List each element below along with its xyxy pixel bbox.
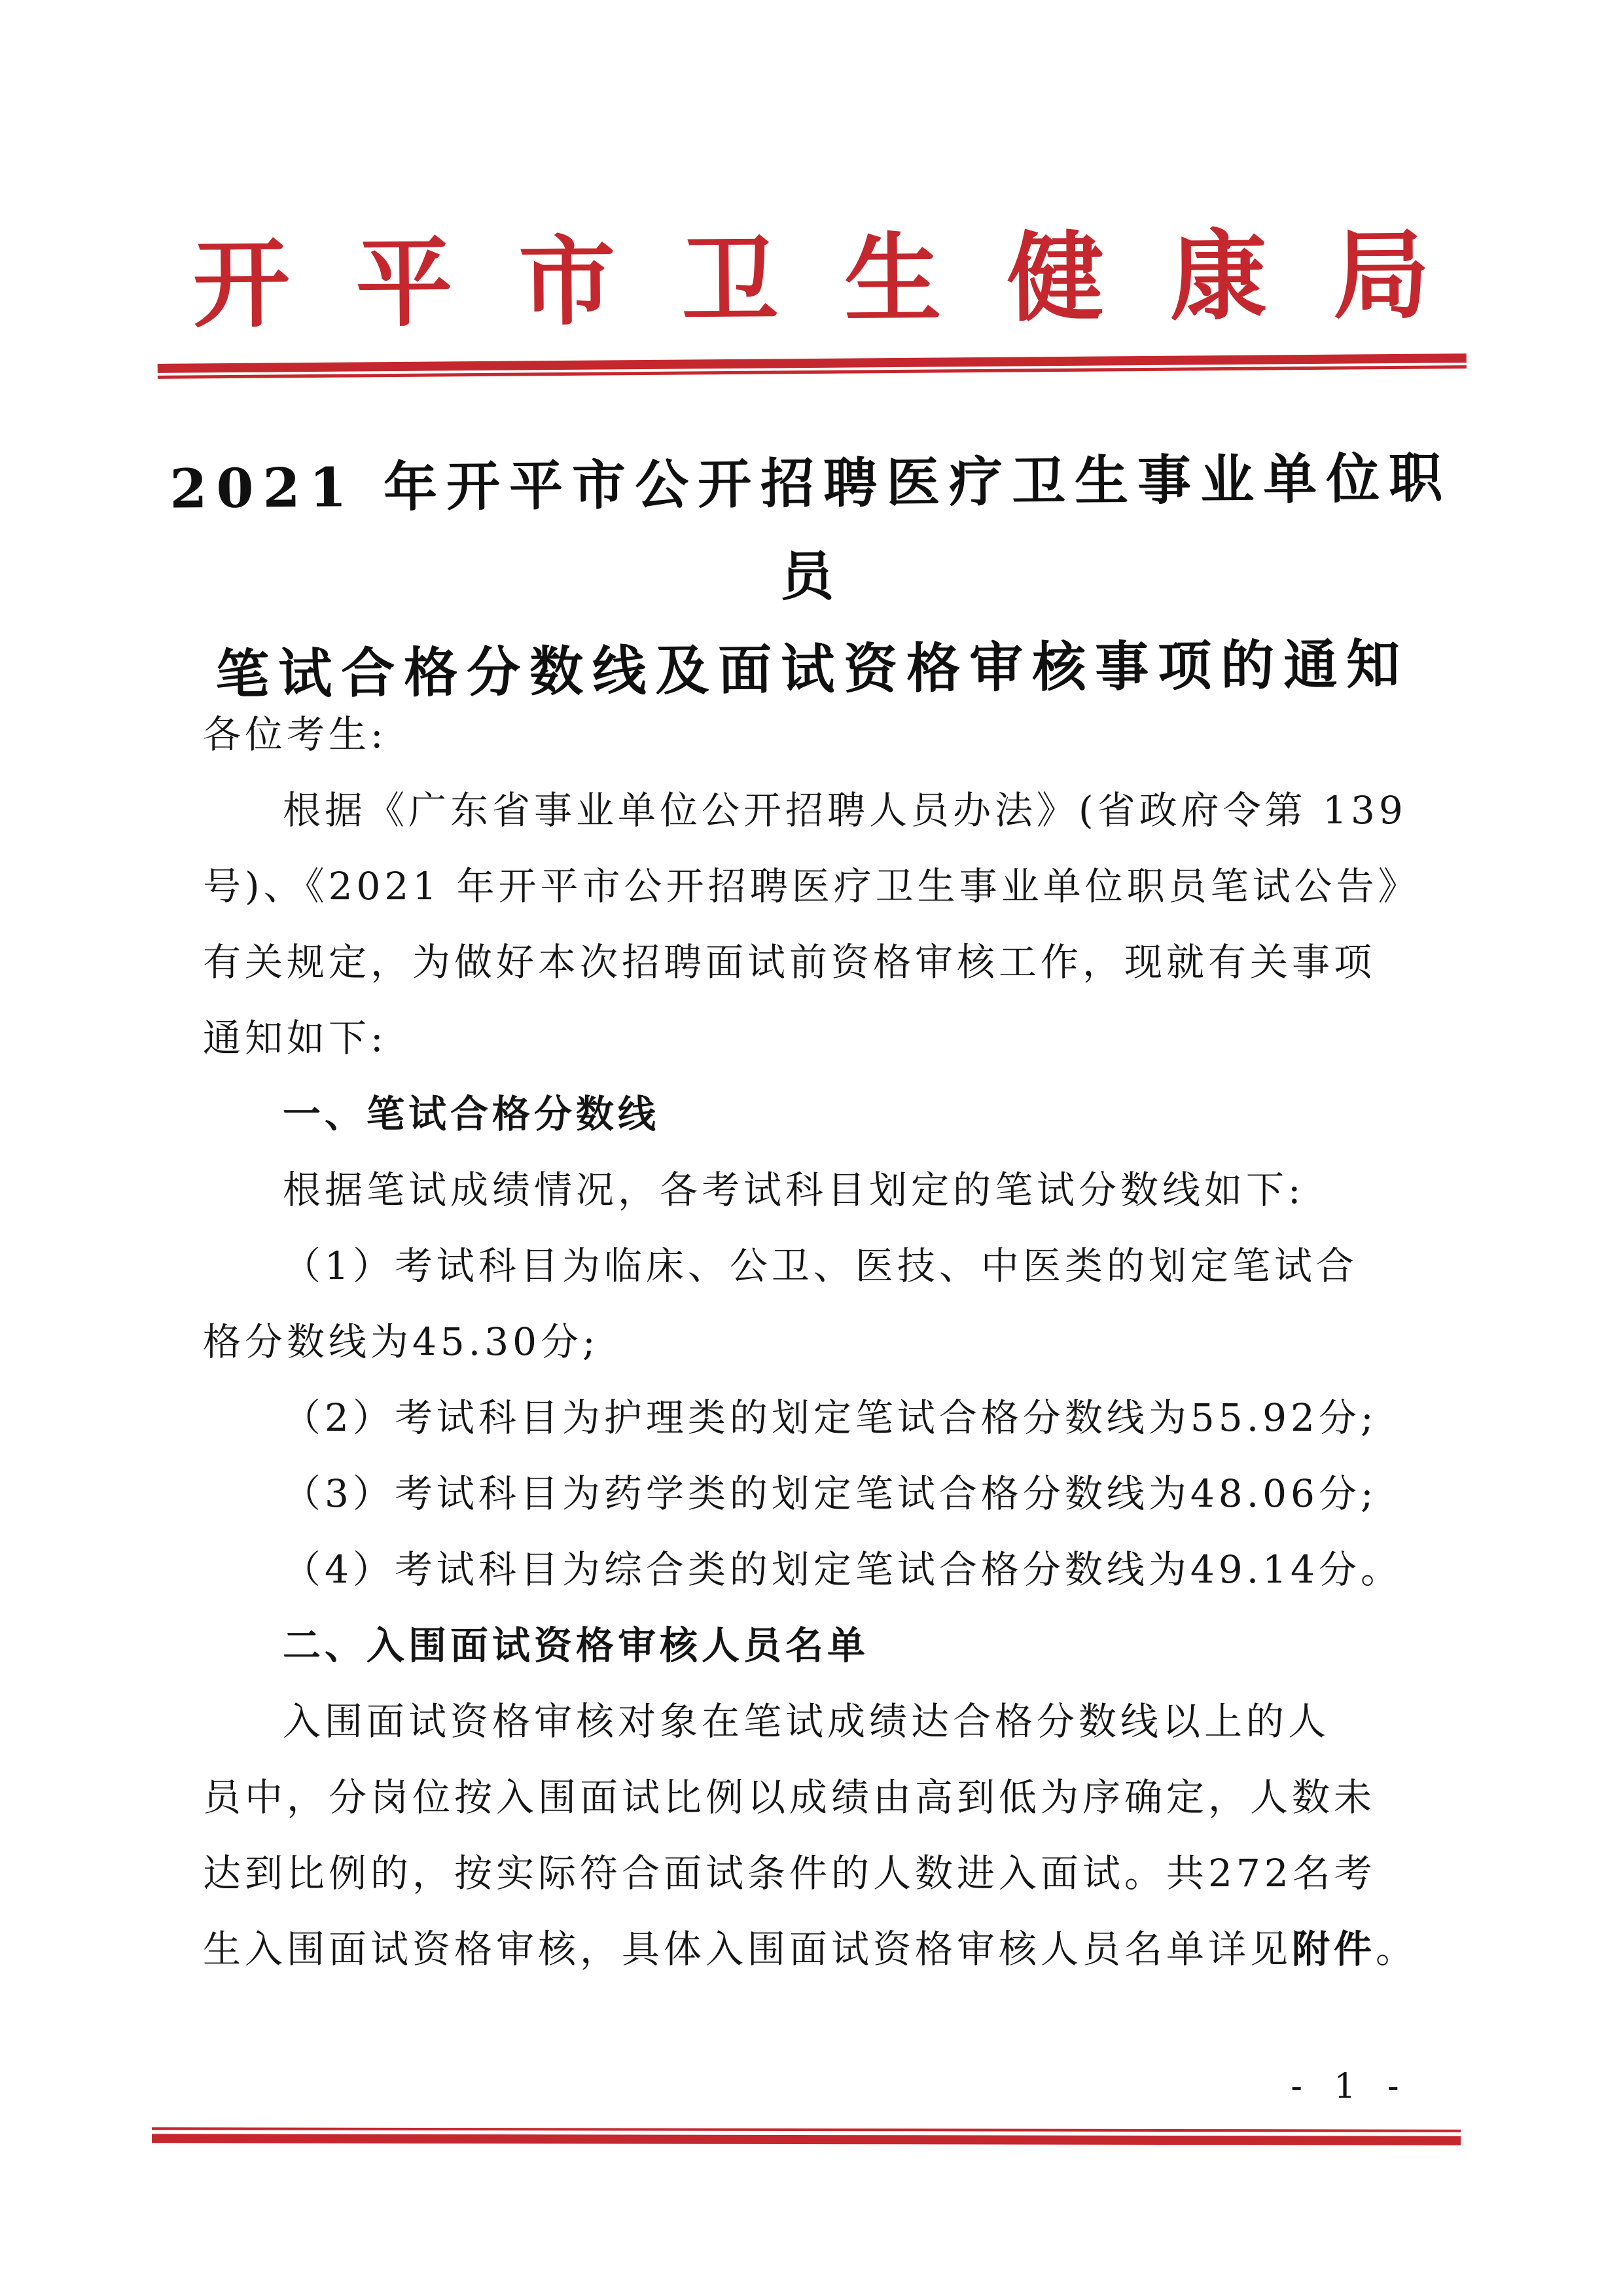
para-basis-line-4: 通知如下: <box>203 1016 387 1060</box>
document-title-line-1: 2021 年开平市公开招聘医疗卫生事业单位职员 <box>169 446 1452 609</box>
letterhead <box>156 217 1467 379</box>
final-line-text: 生入围面试资格审核，具体入围面试资格审核人员名单详见 <box>203 1927 1293 1971</box>
page-number: - 1 - <box>1291 2067 1410 2106</box>
para-shortlist-line-3: 达到比例的，按实际符合面试条件的人数进入面试。共272名考 <box>203 1851 1376 1895</box>
final-line-period: 。 <box>1376 1927 1418 1971</box>
item-3: （3）考试科目为药学类的划定笔试合格分数线为48.06分; <box>283 1471 1378 1516</box>
para-basis-line-1: 根据《广东省事业单位公开招聘人员办法》(省政府令第 139 <box>283 788 1407 833</box>
para-cutoff-intro: 根据笔试成绩情况，各考试科目划定的笔试分数线如下: <box>283 1168 1305 1212</box>
footer-border <box>152 2127 1461 2145</box>
item-1-line-1: （1）考试科目为临床、公卫、医技、中医类的划定笔试合 <box>283 1244 1358 1288</box>
para-shortlist-line-4 <box>203 1911 1424 1987</box>
heading-interview-shortlist: 二、入围面试资格审核人员名单 <box>283 1623 870 1668</box>
para-basis-line-2: 号)、《2021 年开平市公开招聘医疗卫生事业单位职员笔试公告》 <box>203 864 1420 908</box>
agency-name-char: 生 <box>844 221 942 336</box>
agency-name-char: 健 <box>1007 220 1105 335</box>
item-2: （2）考试科目为护理类的划定笔试合格分数线为55.92分; <box>283 1395 1378 1440</box>
attachment-ref: 附件 <box>1292 1927 1376 1971</box>
para-shortlist-line-2: 员中，分岗位按入围面试比例以成绩由高到低为序确定，人数未 <box>203 1775 1376 1820</box>
agency-name-char: 局 <box>1332 217 1431 332</box>
footer-rule-thick <box>152 2134 1461 2145</box>
footer-rule-thin <box>152 2127 1461 2132</box>
salutation: 各位考生: <box>203 712 387 757</box>
agency-name <box>192 217 1431 342</box>
para-shortlist-line-1: 入围面试资格审核对象在笔试成绩达合格分数线以上的人 <box>283 1699 1330 1744</box>
document-title <box>156 431 1467 721</box>
agency-name-char: 康 <box>1169 219 1268 334</box>
item-1-line-2: 格分数线为45.30分; <box>203 1319 599 1364</box>
document-title-line-2: 笔试合格分数线及面试资格审核事项的通知 <box>215 633 1410 706</box>
heading-written-test-cutoff: 一、笔试合格分数线 <box>283 1092 660 1136</box>
notice-body <box>203 696 1424 1987</box>
agency-name-char: 平 <box>355 225 454 340</box>
item-4: （4）考试科目为综合类的划定笔试合格分数线为49.14分。 <box>283 1547 1402 1592</box>
agency-name-char: 开 <box>192 226 291 342</box>
para-basis-line-3: 有关规定，为做好本次招聘面试前资格审核工作，现就有关事项 <box>203 940 1376 984</box>
agency-name-char: 市 <box>518 224 616 339</box>
agency-name-char: 卫 <box>681 223 779 338</box>
